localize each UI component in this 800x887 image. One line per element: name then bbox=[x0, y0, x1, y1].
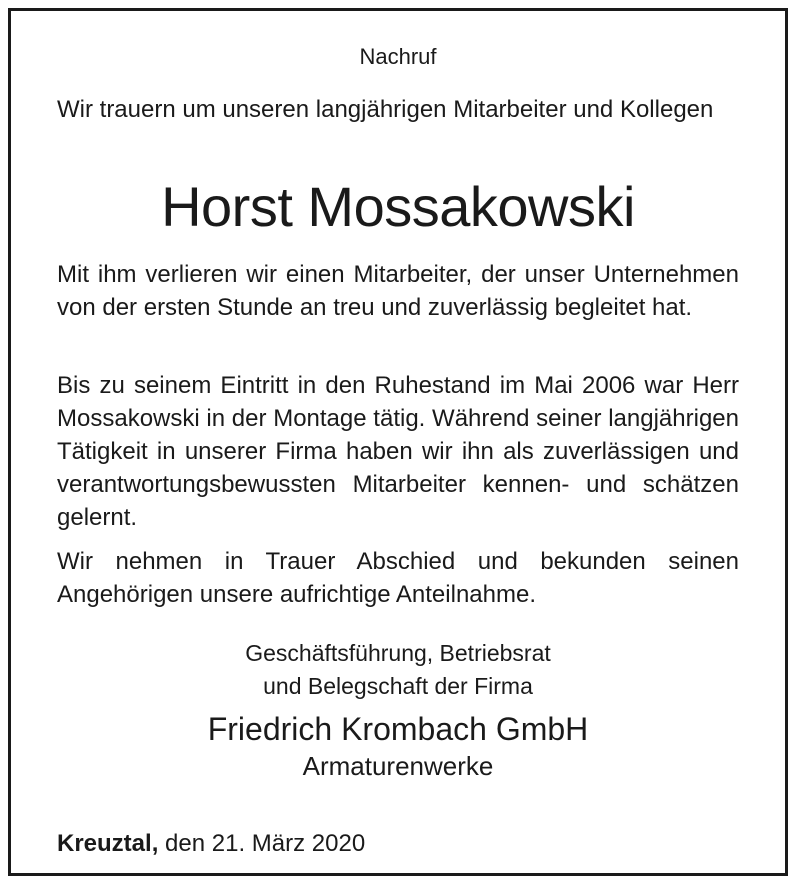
deceased-name: Horst Mossakowski bbox=[161, 175, 635, 238]
place-date bbox=[57, 827, 739, 860]
intro-text: Wir trauern um unseren langjährigen Mitarbeiter und Kollegen bbox=[57, 96, 714, 123]
place: Kreuztal, bbox=[57, 830, 159, 857]
notice-heading: Nachruf bbox=[359, 44, 437, 69]
date: den 21. März 2020 bbox=[165, 830, 366, 857]
paragraph-2: Bis zu seinem Eintritt in den Ruhestand im Mai 2006 war Herr Mossakowski in der Montage tätig. Während seiner langjährigen Tätigkeit in unserer Firma haben wir ihn als zuverlässigen und verantwortungsbewussten Mitarbeiter kennen- und schätzen gelernt. bbox=[57, 372, 739, 531]
signature-line-2: und Belegschaft der Firma bbox=[263, 673, 533, 699]
signature-line-1: Geschäftsführung, Betriebsrat bbox=[245, 640, 551, 666]
obituary-notice bbox=[8, 8, 788, 876]
notice-content bbox=[57, 11, 739, 873]
paragraph-3: Wir nehmen in Trauer Abschied und bekunden seinen Angehörigen unsere aufrichtige Anteilnahme. bbox=[57, 548, 739, 608]
company-subtitle: Armaturenwerke bbox=[302, 751, 494, 781]
paragraph-1: Mit ihm verlieren wir einen Mitarbeiter, der unser Unternehmen von der ersten Stunde an treu und zuverlässig begleitet hat. bbox=[57, 261, 739, 321]
company-name: Friedrich Krombach GmbH bbox=[207, 711, 589, 747]
